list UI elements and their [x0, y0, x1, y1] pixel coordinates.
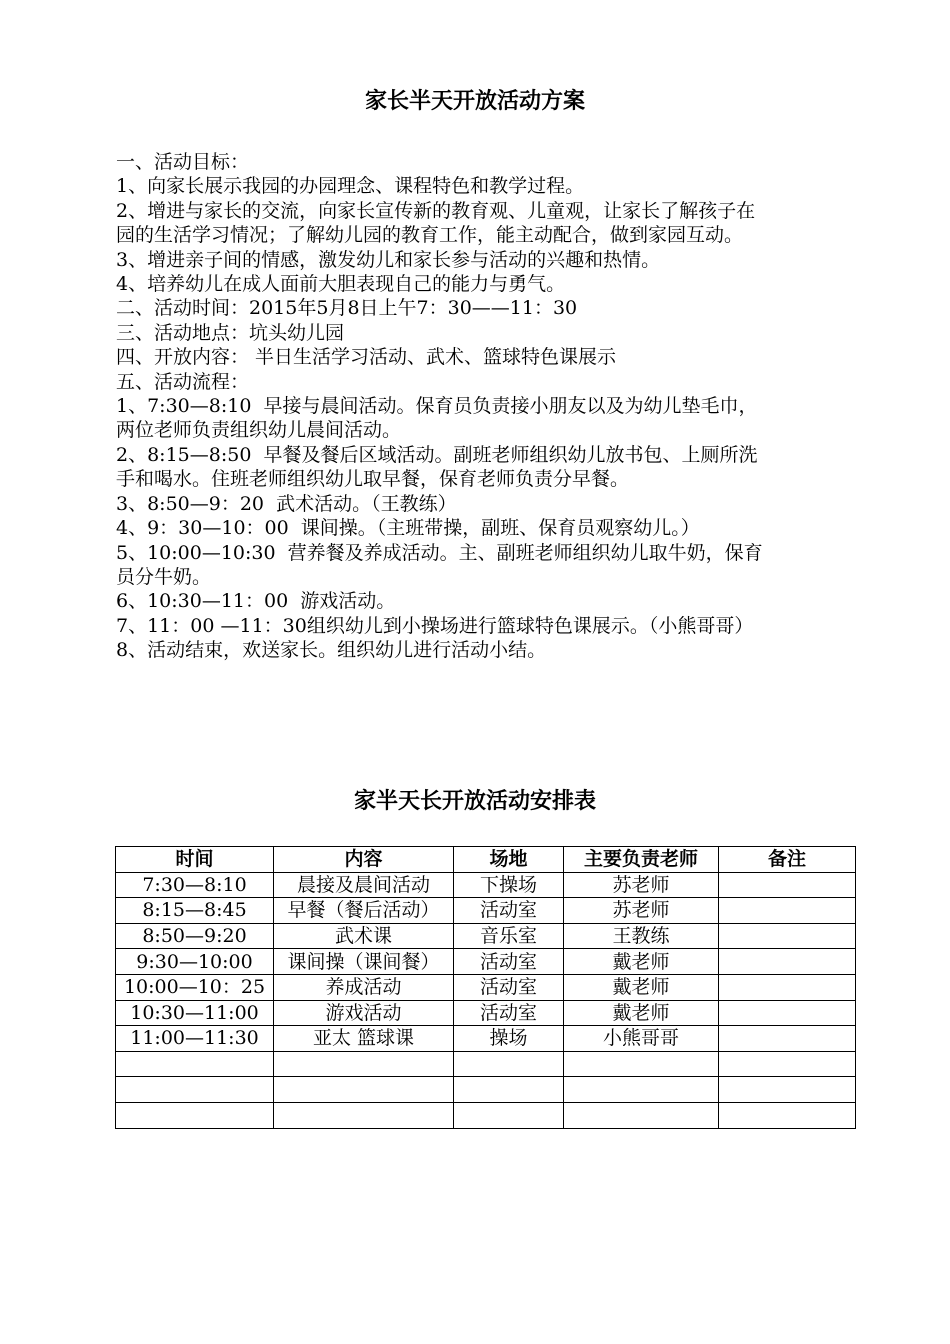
cell-teacher: 苏老师 [564, 898, 719, 924]
cell-content: 晨接及晨间活动 [274, 872, 454, 898]
cell-content: 养成活动 [274, 974, 454, 1000]
plan-body [116, 150, 858, 663]
cell-notes [719, 872, 856, 898]
cell-teacher: 小熊哥哥 [564, 1026, 719, 1052]
cell-time: 11:00—11:30 [116, 1026, 274, 1052]
plan-line: 园的生活学习情况；了解幼儿园的教育工作，能主动配合，做到家园互动。 [116, 224, 744, 247]
schedule-title: 家半天长开放活动安排表 [353, 789, 596, 814]
cell-notes [719, 923, 856, 949]
cell-teacher: 戴老师 [564, 974, 719, 1000]
cell-venue: 活动室 [454, 974, 564, 1000]
cell-notes [719, 1077, 856, 1103]
cell-content: 武术课 [274, 923, 454, 949]
plan-title: 家长半天开放活动方案 [364, 89, 585, 114]
cell-content [274, 1077, 454, 1103]
cell-venue: 下操场 [454, 872, 564, 898]
table-row [116, 872, 856, 898]
table-row [116, 1077, 856, 1103]
cell-venue: 操场 [454, 1026, 564, 1052]
plan-line: 7、11：00 —11：30组织幼儿到小操场进行篮球特色课展示。（小熊哥哥） [116, 614, 754, 637]
cell-venue [454, 1077, 564, 1103]
table-row [116, 898, 856, 924]
plan-line: 3、8:50—9：20 武术活动。（王教练） [116, 492, 457, 515]
plan-line: 五、活动流程： [116, 370, 250, 393]
cell-notes [719, 1026, 856, 1052]
plan-line: 二、活动时间：2015年5月8日上午7：30——11：30 [116, 297, 578, 320]
header-venue: 场地 [454, 847, 564, 873]
header-notes: 备注 [719, 847, 856, 873]
schedule-body [116, 872, 856, 1128]
cell-content: 游戏活动 [274, 1000, 454, 1026]
plan-line: 1、向家长展示我园的办园理念、课程特色和教学过程。 [116, 175, 585, 198]
cell-notes [719, 1102, 856, 1128]
cell-notes [719, 1051, 856, 1077]
cell-teacher: 苏老师 [564, 872, 719, 898]
cell-notes [719, 898, 856, 924]
cell-time: 8:50—9:20 [116, 923, 274, 949]
header-content: 内容 [274, 847, 454, 873]
cell-teacher: 戴老师 [564, 949, 719, 975]
cell-content: 课间操（课间餐） [274, 949, 454, 975]
cell-time [116, 1077, 274, 1103]
cell-content: 亚太 篮球课 [274, 1026, 454, 1052]
plan-line: 5、10:00—10:30 营养餐及养成活动。主、副班老师组织幼儿取牛奶，保育 [116, 541, 763, 564]
plan-line: 两位老师负责组织幼儿晨间活动。 [116, 419, 402, 442]
header-time: 时间 [116, 847, 274, 873]
cell-venue [454, 1051, 564, 1077]
table-row [116, 1051, 856, 1077]
plan-line: 2、8:15—8:50 早餐及餐后区域活动。副班老师组织幼儿放书包、上厕所洗 [116, 443, 758, 466]
cell-notes [719, 1000, 856, 1026]
plan-line: 员分牛奶。 [116, 565, 212, 588]
cell-time: 10:00—10：25 [116, 974, 274, 1000]
cell-content [274, 1102, 454, 1128]
cell-content: 早餐（餐后活动） [274, 898, 454, 924]
cell-time: 7:30—8:10 [116, 872, 274, 898]
plan-line: 四、开放内容： 半日生活学习活动、武术、篮球特色课展示 [116, 346, 617, 369]
table-row [116, 949, 856, 975]
cell-notes [719, 974, 856, 1000]
cell-teacher [564, 1051, 719, 1077]
plan-line: 6、10:30—11：00 游戏活动。 [116, 590, 396, 613]
plan-line: 1、7:30—8:10 早接与晨间活动。保育员负责接小朋友以及为幼儿垫毛巾， [116, 395, 758, 418]
cell-teacher [564, 1102, 719, 1128]
plan-line: 一、活动目标： [116, 151, 250, 173]
table-row [116, 974, 856, 1000]
plan-line: 4、9：30—10：00 课间操。（主班带操，副班、保育员观察幼儿。） [116, 517, 700, 540]
cell-time: 9:30—10:00 [116, 949, 274, 975]
schedule-table [115, 846, 856, 1129]
table-row [116, 1102, 856, 1128]
cell-content [274, 1051, 454, 1077]
plan-line: 2、增进与家长的交流，向家长宣传新的教育观、儿童观，让家长了解孩子在 [116, 199, 756, 222]
cell-venue: 音乐室 [454, 923, 564, 949]
table-row [116, 1026, 856, 1052]
plan-line: 3、增进亲子间的情感，激发幼儿和家长参与活动的兴趣和热情。 [116, 248, 661, 271]
cell-teacher [564, 1077, 719, 1103]
cell-teacher: 戴老师 [564, 1000, 719, 1026]
cell-notes [719, 949, 856, 975]
plan-line: 4、培养幼儿在成人面前大胆表现自己的能力与勇气。 [116, 273, 566, 296]
cell-time: 8:15—8:45 [116, 898, 274, 924]
plan-line: 手和喝水。住班老师组织幼儿取早餐，保育老师负责分早餐。 [116, 468, 630, 491]
plan-line: 三、活动地点：坑头幼儿园 [116, 321, 345, 344]
header-teacher: 主要负责老师 [564, 847, 719, 873]
cell-time: 10:30—11:00 [116, 1000, 274, 1026]
cell-venue: 活动室 [454, 949, 564, 975]
cell-time [116, 1102, 274, 1128]
cell-time [116, 1051, 274, 1077]
schedule-header-row [116, 847, 856, 873]
table-row [116, 923, 856, 949]
cell-teacher: 王教练 [564, 923, 719, 949]
table-row [116, 1000, 856, 1026]
cell-venue: 活动室 [454, 898, 564, 924]
plan-line: 8、活动结束，欢送家长。组织幼儿进行活动小结。 [116, 639, 547, 662]
cell-venue: 活动室 [454, 1000, 564, 1026]
cell-venue [454, 1102, 564, 1128]
